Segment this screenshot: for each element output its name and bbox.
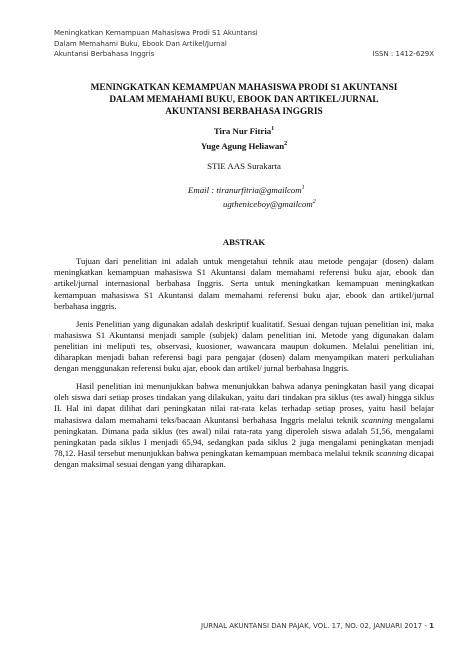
- author-1-name: Tira Nur Fitria: [213, 125, 272, 136]
- author-2-name: Yuge Agung Heliawan: [200, 140, 285, 151]
- author-2: [54, 138, 434, 153]
- abstract-paragraph-3: [54, 381, 434, 471]
- abstract-paragraph-2: Jenis Penelitian yang digunakan adalah deskriptif kualitatif. Sesuai dengan tujuan penelitian ini, maka mahasiswa S1 Akuntansi menjadi sample (subjek) dalam penelitian ini. Metode yang digunakan dalam penelitian ini meliputi tes, observasi, kuosioner, wawancara maupun dokumen. Melalui penelitian ini, diharapkan menjadi bahan referensi bagi para pengajar (dosen) dalam menyampikan materi perkuliahan dengan menggunakan referensi buku ajar, ebook dan artikel/ jurnal berbahasa Inggris.: [54, 318, 434, 374]
- author-1: [54, 123, 434, 138]
- running-head: [54, 28, 434, 60]
- affiliation: STIE AAS Surakarta: [207, 161, 281, 171]
- abstract-paragraph-1: Tujuan dari penelitian ini adalah untuk mengetahui tehnik atau metode pengajar (dosen) dalam meningkatkan kemampuan mahasiswa S1 Akuntansi dalam memahami referensi buku ajar, ebook dan artikel/jurnal internasional berbahasa Inggris. Serta untuk meningkatkan kemampuan meningkatkan kemampuan mahasiswa S1 Akuntansi dalam memahami referensi buku ajar, ebook dan artikel/jurnal berbahasa inggris.: [54, 256, 434, 311]
- abstract-p3-part-a: Hasil penelitian ini menunjukkan bahwa menunjukkan bahwa adanya peningkatan hasil yang dicapai oleh siswa dari setiap proses tindakan yang dilakukan, yaitu dari tindakan pra siklus (tes awal) hingga siklus II. Hal ini dapat dilihat dari peningkatan nilai rat-rata kelas terhadap setiap proses, yaitu hasil belajar mahasiswa dalam memahami teks/bacaan Akuntansi berbahasa Inggris melalui teknik: [54, 381, 434, 425]
- abstract-body: [54, 256, 434, 477]
- email-label: Email :: [188, 184, 217, 195]
- title-line-3: AKUNTANSI BERBAHASA INGGRIS: [165, 107, 323, 117]
- abstract-p3-part-c: dicapai dengan maksimal sesuai dengan yang diharapkan.: [54, 448, 434, 470]
- author-1-mark: 1: [271, 126, 275, 132]
- running-head-line-2: Dalam Memahami Buku, Ebook Dan Artikel/Jurnal: [54, 39, 227, 48]
- paper-title: [54, 82, 434, 118]
- running-head-line-1: Meningkatkan Kemampuan Mahasiswa Prodi S1 Akuntansi: [54, 29, 258, 37]
- footer-page-number: 1: [429, 622, 434, 630]
- email-row-1: [188, 182, 388, 196]
- running-head-row-3: [54, 49, 434, 60]
- email-1-mark: 1: [301, 185, 305, 191]
- abstract-p3-italic-2: scanning: [375, 448, 407, 459]
- author-2-mark: 2: [284, 140, 288, 147]
- abstract-p3-part-b: mengalami peningkatan. Dimana pada siklus (tes awal) nilai rata-rata yang diperoleh siswa adalah 51,56, mengalami peningkatan pada siklus I menjadi 65,94, sedangkan pada siklus 2 juga mengalami peningkatan menjadi 78,12. Hasil tersebut menunjukkan bahwa peningkatan kemampuan membaca melalui teknik: [54, 414, 434, 459]
- title-line-1: MENINGKATKAN KEMAMPUAN MAHASISWA PRODI S1 AKUNTANSI: [90, 83, 398, 93]
- footer: [54, 621, 434, 631]
- abstract-heading: ABSTRAK: [222, 237, 266, 247]
- email-row-2: [188, 196, 388, 210]
- email-1: tiranurfitria@gmailcom: [216, 184, 302, 195]
- running-head-line-3: Akuntansi Berbahasa Inggris: [54, 50, 155, 58]
- title-line-2: DALAM MEMAHAMI BUKU, EBOOK DAN ARTIKEL/JURNAL: [109, 95, 379, 105]
- issn: ISSN : 1412-629X: [372, 50, 434, 58]
- emails: [188, 182, 388, 211]
- email-2: ugtheniceboy@gmailcom: [223, 199, 313, 210]
- authors: [54, 123, 434, 153]
- footer-journal: JURNAL AKUNTANSI DAN PAJAK, VOL. 17, NO. 02, JANUARI 2017 -: [201, 622, 430, 630]
- abstract-p3-italic-1: scanning: [361, 414, 393, 425]
- email-2-mark: 2: [312, 199, 316, 206]
